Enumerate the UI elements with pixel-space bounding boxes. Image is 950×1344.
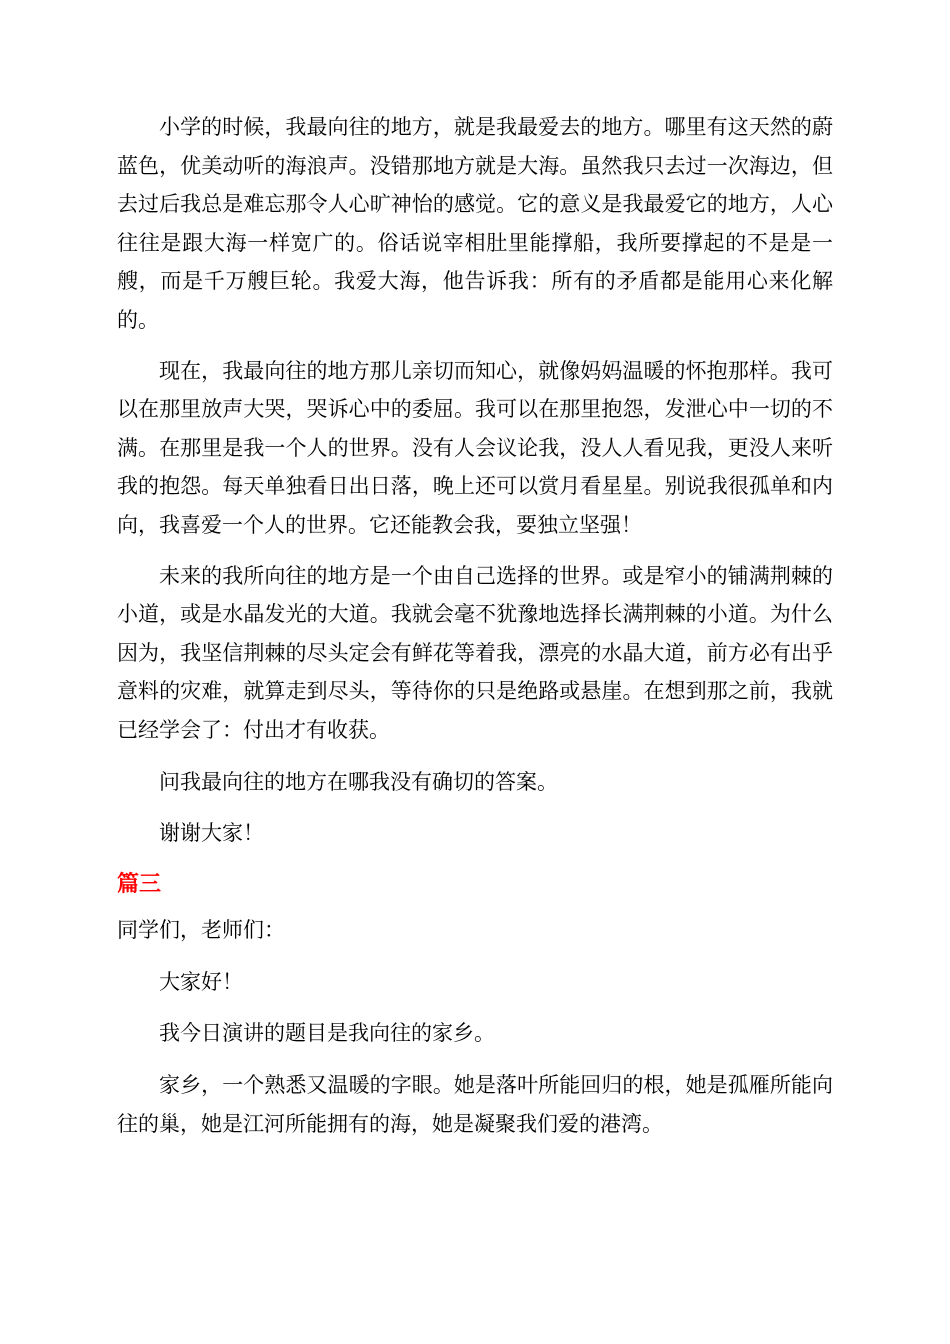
paragraph-present: 现在，我最向往的地方那儿亲切而知心，就像妈妈温暖的怀抱那样。我可以在那里放声大哭，哭诉心中的委屈。我可以在那里抱怨，发泄心中一切的不满。在那里是我一个人的世界。没有人会议论我，没人人看见我，更没人来听我的抱怨。每天单独看日出日落，晚上还可以赏月看星星。别说我很孤单和内向，我喜爱一个人的世界。它还能教会我，要独立坚强！ xyxy=(117,358,833,537)
paragraph-hometown: 家乡，一个熟悉又温暖的字眼。她是落叶所能回归的根，她是孤雁所能向往的巢，她是江河所能拥有的海，她是凝聚我们爱的港湾。 xyxy=(117,1073,833,1136)
section-heading: 篇三 xyxy=(117,871,162,897)
paragraph-future: 未来的我所向往的地方是一个由自己选择的世界。或是窄小的铺满荆棘的小道，或是水晶发光的大道。我就会毫不犹豫地选择长满荆棘的小道。为什么因为，我坚信荆棘的尽头定会有鲜花等着我，漂亮的水晶大道，前方必有出乎意料的灾难，就算走到尽头，等待你的只是绝路或悬崖。在想到那之前，我就已经学会了：付出才有收获。 xyxy=(117,563,833,742)
paragraph-answer: 问我最向往的地方在哪我没有确切的答案。 xyxy=(159,769,558,794)
greeting: 大家好！ xyxy=(159,969,243,994)
salutation: 同学们，老师们： xyxy=(117,918,285,943)
topic-line: 我今日演讲的题目是我向往的家乡。 xyxy=(159,1021,495,1046)
paragraph-childhood: 小学的时候，我最向往的地方，就是我最爱去的地方。哪里有这天然的蔚蓝色，优美动听的海浪声。没错那地方就是大海。虽然我只去过一次海边，但去过后我总是难忘那令人心旷神怡的感觉。它的意义是我最爱它的地方，人心往往是跟大海一样宽广的。俗话说宰相肚里能撑船，我所要撑起的不是是一艘，而是千万艘巨轮。我爱大海，他告诉我：所有的矛盾都是能用心来化解的。 xyxy=(117,115,833,332)
paragraph-thanks: 谢谢大家！ xyxy=(159,821,264,846)
document-body xyxy=(117,108,833,1143)
